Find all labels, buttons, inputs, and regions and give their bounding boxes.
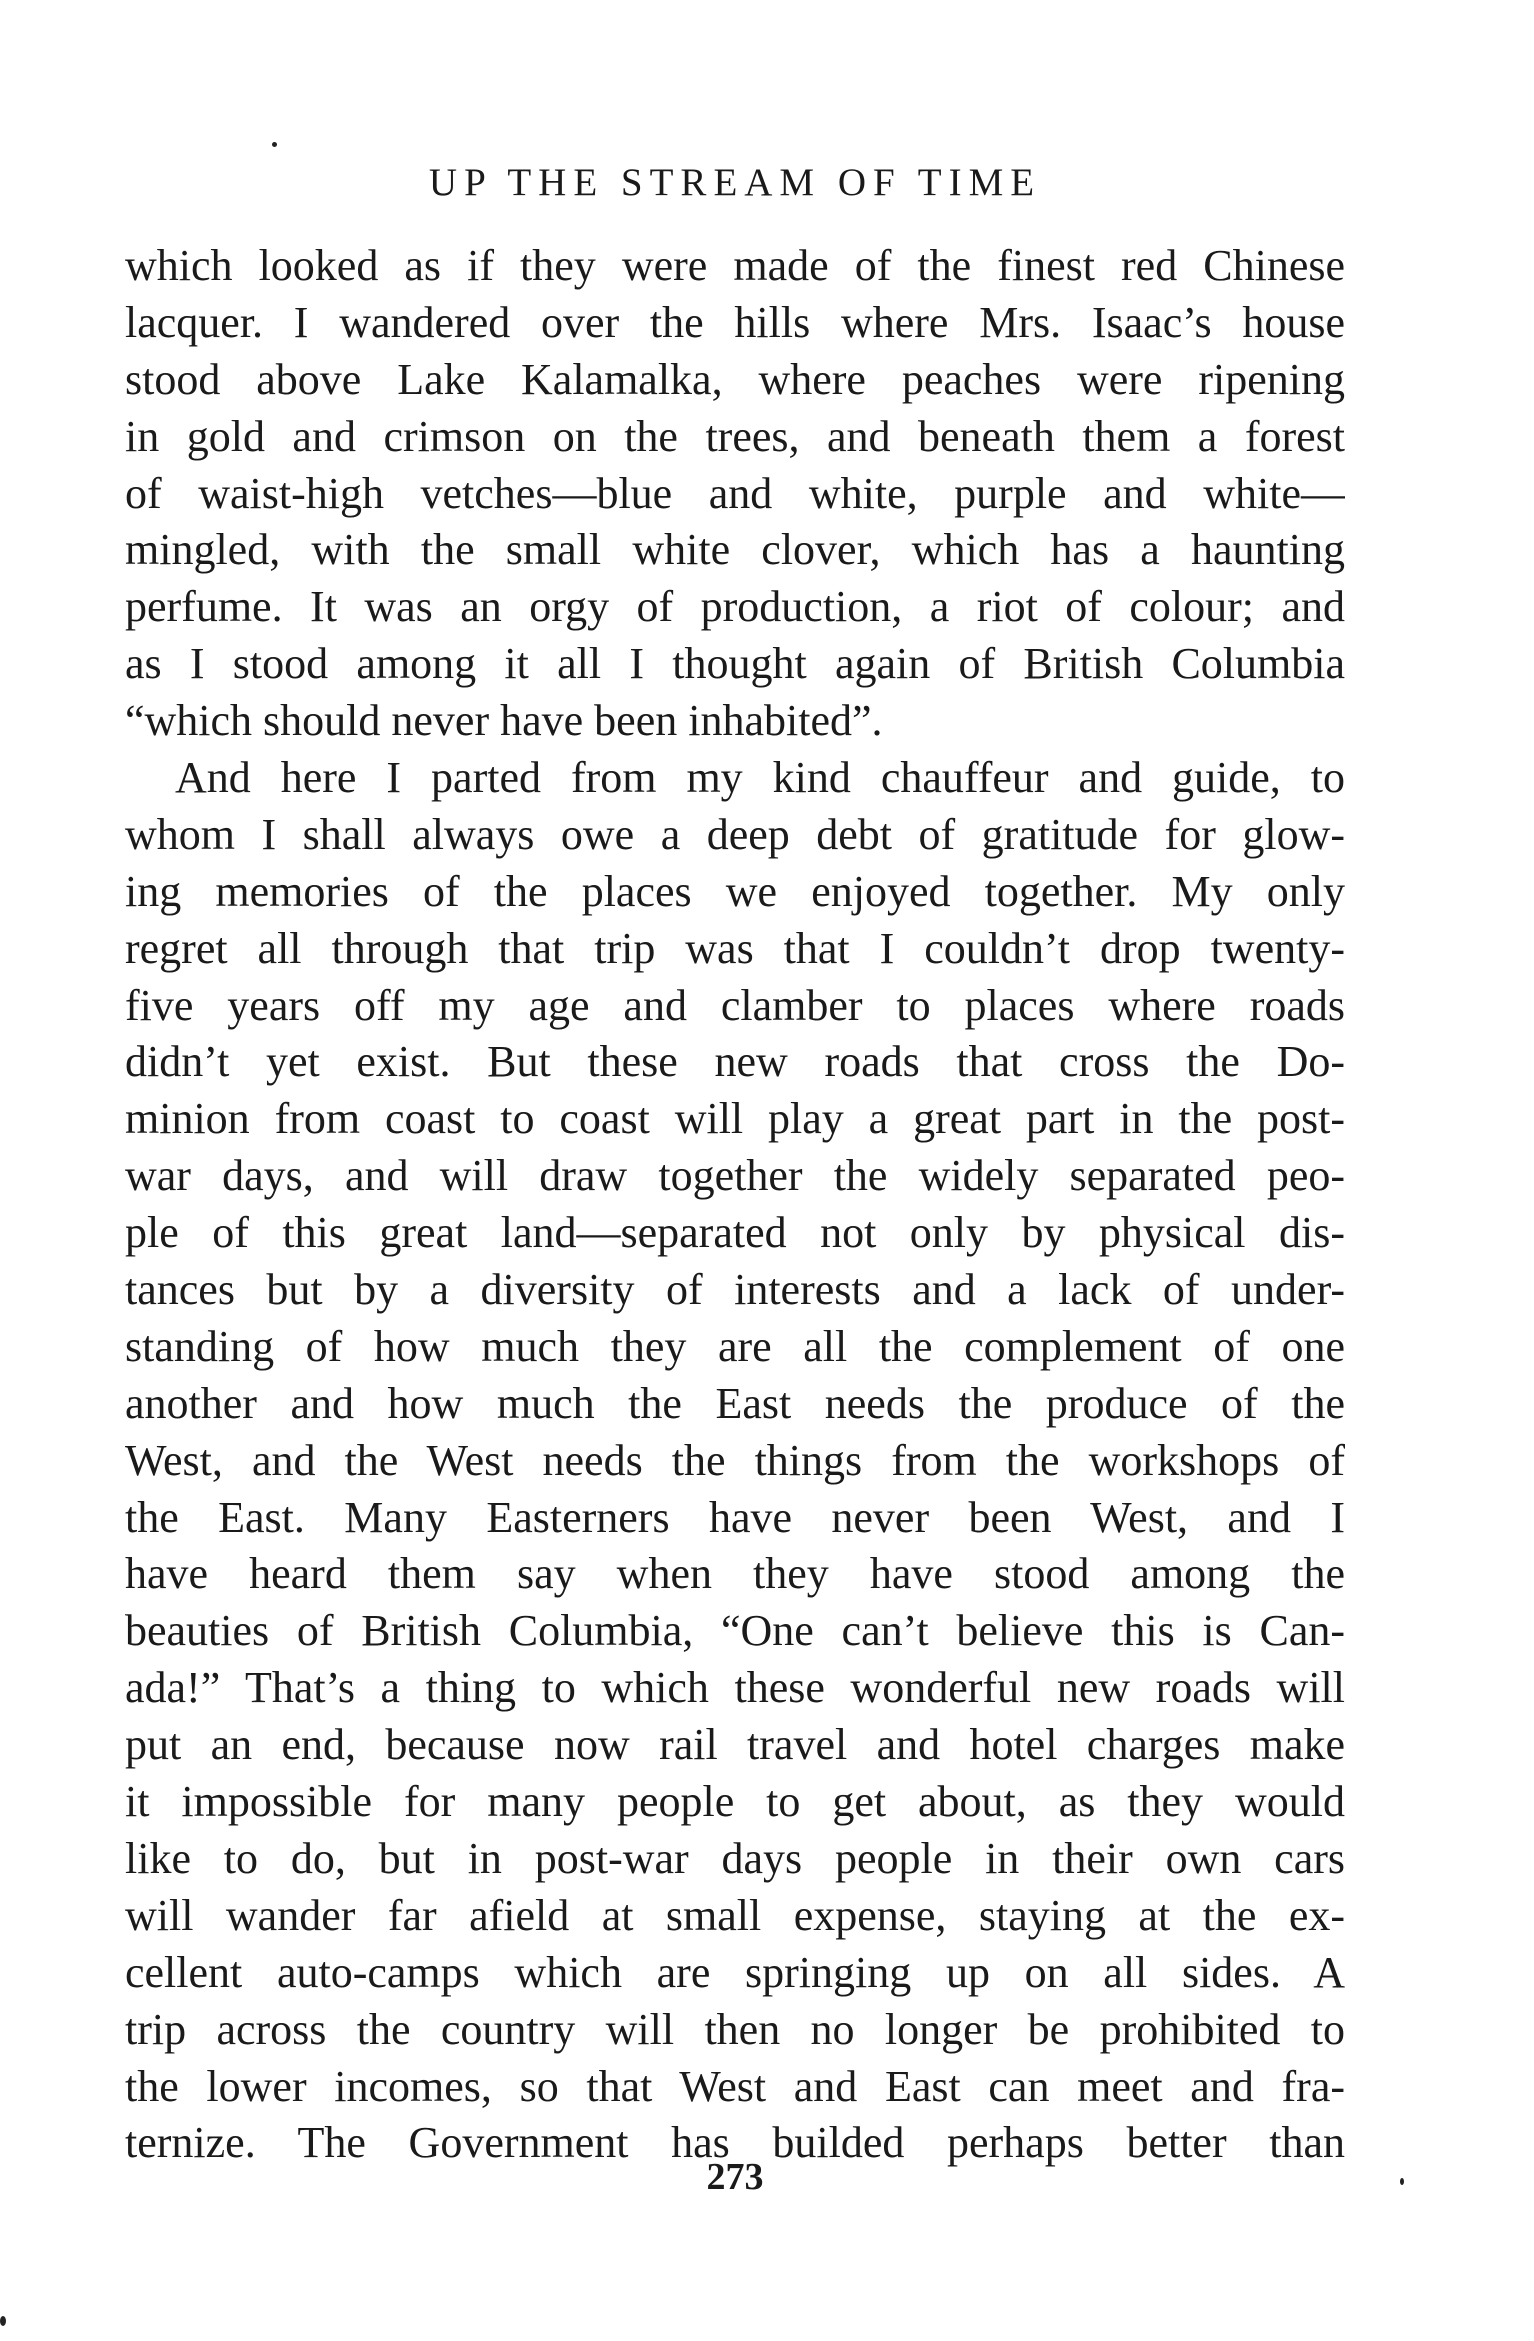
text-line: ternize. The Government has builded perhaps better than (125, 2118, 1345, 2168)
text-line: another and how much the East needs the produce of the (125, 1378, 1345, 1428)
text-line: the East. Many Easterners have never been West, and I (125, 1492, 1345, 1542)
running-head: UP THE STREAM OF TIME (428, 161, 1042, 204)
text-line: lacquer. I wandered over the hills where Mrs. Isaac’s house (125, 297, 1345, 347)
text-line: ada!” That’s a thing to which these wonderful new roads will (125, 1663, 1345, 1713)
text-line: it impossible for many people to get about, as they would (125, 1777, 1345, 1827)
text-line: mingled, with the small white clover, which has a haunting (125, 525, 1345, 575)
text-line: tances but by a diversity of interests and a lack of under- (125, 1265, 1345, 1315)
text-line: “which should never have been inhabited”. (125, 696, 883, 746)
text-line: stood above Lake Kalamalka, where peaches were ripening (125, 354, 1345, 404)
text-line: will wander far afield at small expense, staying at the ex- (125, 1890, 1345, 1940)
text-line: as I stood among it all I thought again of British Columbia (125, 639, 1345, 689)
scan-speck (0, 2316, 6, 2326)
text-line: war days, and will draw together the widely separated peo- (125, 1151, 1345, 1201)
text-line: like to do, but in post-war days people in their own cars (125, 1833, 1345, 1883)
text-line: minion from coast to coast will play a great part in the post- (125, 1094, 1345, 1144)
text-line: have heard them say when they have stood among the (125, 1549, 1345, 1599)
body-text (125, 238, 1345, 2172)
text-line: West, and the West needs the things from the workshops of (125, 1435, 1345, 1485)
text-line: ple of this great land—separated not only by physical dis- (125, 1208, 1345, 1258)
scan-speck (1400, 2178, 1404, 2185)
text-line: which looked as if they were made of the finest red Chinese (125, 241, 1345, 290)
text-line: regret all through that trip was that I couldn’t drop twenty- (125, 923, 1345, 973)
text-line: cellent auto-camps which are springing up on all sides. A (125, 1947, 1345, 1997)
text-line: trip across the country will then no longer be prohibited to (125, 2004, 1345, 2054)
text-line: the lower incomes, so that West and East can meet and fra- (125, 2061, 1345, 2111)
text-line: five years off my age and clamber to places where roads (125, 980, 1345, 1030)
text-line: put an end, because now rail travel and hotel charges make (125, 1720, 1345, 1770)
text-line: didn’t yet exist. But these new roads that cross the Do- (125, 1037, 1345, 1087)
text-line: And here I parted from my kind chauffeur and guide, to (175, 753, 1345, 803)
page-number: 273 (706, 2156, 764, 2198)
text-line: beauties of British Columbia, “One can’t believe this is Can- (125, 1606, 1345, 1656)
text-line: standing of how much they are all the complement of one (125, 1321, 1345, 1371)
scan-speck (272, 142, 277, 147)
text-line: of waist-high vetches—blue and white, purple and white— (125, 468, 1345, 518)
text-line: ing memories of the places we enjoyed together. My only (125, 866, 1345, 916)
text-line: in gold and crimson on the trees, and beneath them a forest (125, 411, 1345, 461)
text-line: perfume. It was an orgy of production, a riot of colour; and (125, 582, 1345, 632)
text-line: whom I shall always owe a deep debt of gratitude for glow- (125, 809, 1345, 859)
